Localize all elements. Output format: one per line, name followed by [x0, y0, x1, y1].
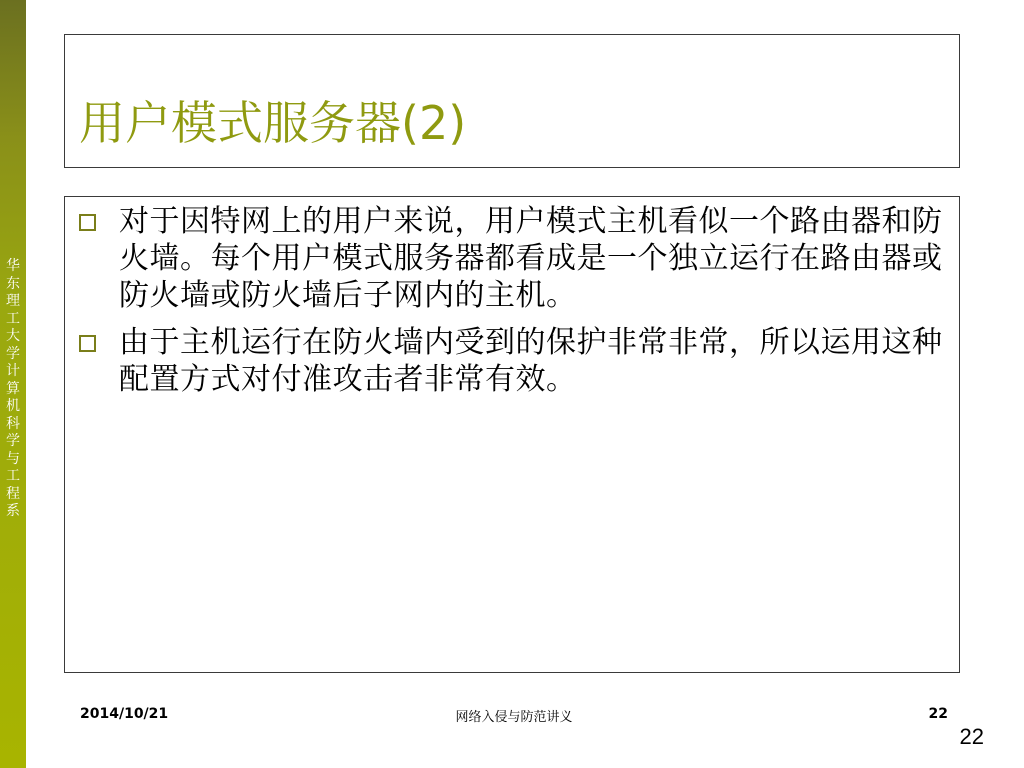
slide-title: 用户模式服务器(2) — [79, 96, 467, 150]
side-bar — [0, 0, 26, 768]
bullet-item — [79, 324, 949, 398]
bullet-item — [79, 203, 949, 314]
square-bullet-icon — [79, 214, 96, 231]
page-number: 22 — [959, 724, 984, 749]
bullet-text: 对于因特网上的用户来说，用户模式主机看似一个路由器和防火墙。每个用户模式服务器都看成是一个独立运行在路由器或防火墙或防火墙后子网内的主机。 — [119, 204, 943, 313]
footer-date: 2014/10/21 — [80, 706, 169, 722]
footer-course-title: 网络入侵与防范讲义 — [455, 710, 573, 725]
sidebar-vertical-text: 华东理工大学计算机科学与工程系 — [6, 258, 20, 519]
title-box — [64, 34, 960, 168]
footer-page-label: 22 — [928, 706, 948, 722]
square-bullet-icon — [79, 335, 96, 352]
bullet-list — [79, 203, 949, 408]
content-box — [64, 196, 960, 673]
bullet-text: 由于主机运行在防火墙内受到的保护非常非常，所以运用这种配置方式对付准攻击者非常有效。 — [119, 325, 943, 397]
